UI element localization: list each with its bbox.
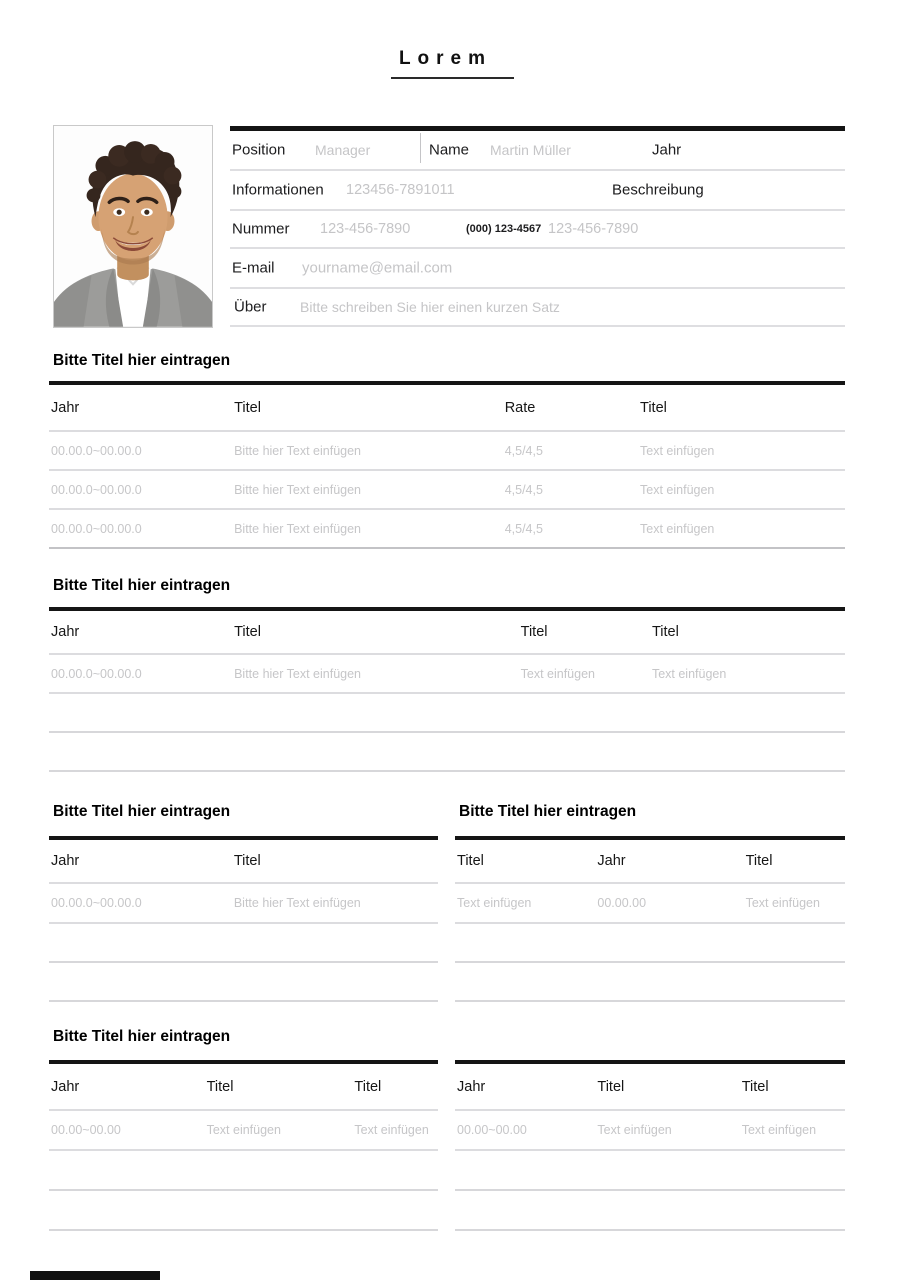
profile-info-form bbox=[230, 126, 845, 327]
name-label: Name bbox=[429, 141, 470, 159]
form-row-email bbox=[230, 249, 845, 289]
form-row-about bbox=[230, 289, 845, 327]
table-cell[interactable]: 4,5/4,5 bbox=[504, 482, 543, 497]
column-header: Titel bbox=[651, 624, 679, 640]
year-label: Jahr bbox=[652, 141, 682, 159]
table-header-row bbox=[49, 611, 845, 655]
table-row bbox=[49, 1111, 438, 1151]
table-header-row bbox=[455, 840, 845, 884]
table-cell[interactable]: Bitte hier Text einfügen bbox=[234, 482, 362, 497]
table-cell[interactable]: Text einfügen bbox=[651, 666, 727, 681]
page-title: Lorem bbox=[391, 48, 514, 79]
table-cell[interactable]: Bitte hier Text einfügen bbox=[234, 521, 362, 536]
form-row-position-name-year bbox=[230, 131, 845, 171]
column-header: Rate bbox=[504, 399, 536, 416]
table-cell[interactable]: 4,5/4,5 bbox=[504, 443, 543, 458]
email-label: E-mail bbox=[232, 259, 275, 277]
table-cell[interactable]: 00.00.0~00.00.0 bbox=[51, 666, 142, 681]
column-header: Titel bbox=[597, 1078, 625, 1095]
table-cell[interactable]: Text einfügen bbox=[741, 1123, 817, 1137]
table-row bbox=[49, 432, 845, 471]
title-area bbox=[0, 48, 905, 79]
table-cell[interactable]: Text einfügen bbox=[457, 896, 532, 910]
profile-photo bbox=[53, 125, 213, 328]
column-header: Titel bbox=[354, 1078, 382, 1095]
table-row bbox=[49, 510, 845, 549]
table-cell[interactable]: Text einfügen bbox=[520, 666, 595, 681]
table-cell[interactable]: 00.00~00.00 bbox=[51, 1123, 121, 1137]
section-5-table bbox=[49, 1060, 438, 1231]
empty-row[interactable] bbox=[49, 733, 845, 772]
table-header-row bbox=[49, 840, 438, 884]
column-header: Titel bbox=[745, 853, 773, 869]
table-cell[interactable]: 00.00.0~00.00.0 bbox=[51, 443, 142, 458]
section-6-table bbox=[455, 1060, 845, 1231]
empty-row[interactable] bbox=[49, 694, 845, 733]
table-row bbox=[455, 884, 845, 924]
table-row bbox=[455, 1111, 845, 1151]
column-header: Titel bbox=[520, 624, 548, 640]
table-header-row bbox=[49, 385, 845, 432]
section-1 bbox=[49, 352, 845, 549]
column-header: Jahr bbox=[597, 853, 626, 869]
section-1-title: Bitte Titel hier eintragen bbox=[53, 352, 231, 369]
information-label: Informationen bbox=[232, 181, 324, 199]
table-cell[interactable]: 00.00.0~00.00.0 bbox=[51, 896, 142, 910]
empty-row[interactable] bbox=[455, 924, 845, 963]
table-row bbox=[49, 655, 845, 694]
table-cell[interactable]: 00.00.0~00.00.0 bbox=[51, 482, 142, 497]
column-header: Jahr bbox=[51, 853, 80, 869]
table-row bbox=[49, 884, 438, 924]
number-format-hint: (000) 123-4567 bbox=[466, 223, 542, 235]
table-cell[interactable]: Text einfügen bbox=[640, 521, 715, 536]
empty-row[interactable] bbox=[455, 1151, 845, 1191]
section-4-title: Bitte Titel hier eintragen bbox=[459, 803, 637, 820]
column-header: Jahr bbox=[51, 1078, 80, 1095]
name-input[interactable]: Martin Müller bbox=[490, 142, 571, 158]
table-cell[interactable]: 00.00~00.00 bbox=[457, 1123, 527, 1137]
section-4-table bbox=[455, 836, 845, 1002]
table-cell[interactable]: Bitte hier Text einfügen bbox=[234, 443, 362, 458]
table-cell[interactable]: Text einfügen bbox=[640, 482, 715, 497]
section-2-title: Bitte Titel hier eintragen bbox=[53, 577, 231, 594]
information-input[interactable]: 123456-7891011 bbox=[346, 182, 455, 198]
column-header: Jahr bbox=[457, 1078, 486, 1095]
section-4 bbox=[455, 803, 845, 1002]
table-cell[interactable]: Text einfügen bbox=[206, 1123, 281, 1137]
column-header: Titel bbox=[457, 853, 484, 869]
column-header: Titel bbox=[234, 399, 261, 416]
number-input-2[interactable]: 123-456-7890 bbox=[548, 221, 639, 237]
section-3-title: Bitte Titel hier eintragen bbox=[53, 803, 231, 820]
footer-accent-bar bbox=[30, 1271, 160, 1280]
section-6 bbox=[455, 1060, 845, 1231]
table-cell[interactable]: Text einfügen bbox=[597, 1123, 672, 1137]
section-2 bbox=[49, 577, 845, 772]
table-row bbox=[49, 471, 845, 510]
vertical-divider bbox=[420, 133, 421, 163]
table-cell[interactable]: 4,5/4,5 bbox=[504, 521, 543, 536]
email-input[interactable]: yourname@email.com bbox=[302, 259, 453, 277]
about-label: Über bbox=[234, 298, 267, 316]
position-label: Position bbox=[232, 141, 286, 159]
position-input[interactable]: Manager bbox=[315, 142, 371, 158]
empty-row[interactable] bbox=[455, 1191, 845, 1231]
column-header: Titel bbox=[233, 853, 261, 869]
section-2-table bbox=[49, 607, 845, 772]
table-cell[interactable]: 00.00.00 bbox=[597, 896, 647, 910]
column-header: Jahr bbox=[51, 399, 80, 416]
profile-photo-illustration bbox=[54, 126, 212, 327]
empty-row[interactable] bbox=[455, 963, 845, 1002]
column-header: Titel bbox=[234, 624, 261, 640]
section-1-table bbox=[49, 381, 845, 549]
table-cell[interactable]: Text einfügen bbox=[745, 896, 820, 910]
section-5 bbox=[49, 1028, 438, 1231]
table-cell[interactable]: Bitte hier Text einfügen bbox=[234, 666, 362, 681]
form-row-number bbox=[230, 211, 845, 249]
empty-row[interactable] bbox=[49, 1151, 438, 1191]
description-label: Beschreibung bbox=[612, 181, 704, 199]
column-header: Jahr bbox=[51, 624, 80, 640]
column-header: Titel bbox=[741, 1078, 769, 1095]
column-header: Titel bbox=[206, 1078, 234, 1095]
section-3 bbox=[49, 803, 438, 1002]
table-cell[interactable]: Text einfügen bbox=[354, 1123, 429, 1137]
column-header: Titel bbox=[640, 399, 667, 416]
number-input-1[interactable]: 123-456-7890 bbox=[320, 221, 411, 237]
about-input[interactable]: Bitte schreiben Sie hier einen kurzen Satz bbox=[300, 299, 560, 315]
table-cell[interactable]: Bitte hier Text einfügen bbox=[233, 896, 361, 910]
table-header-row bbox=[455, 1064, 845, 1111]
section-5-title: Bitte Titel hier eintragen bbox=[53, 1028, 231, 1045]
table-header-row bbox=[49, 1064, 438, 1111]
section-3-table bbox=[49, 836, 438, 1002]
empty-row[interactable] bbox=[49, 924, 438, 963]
form-row-information bbox=[230, 171, 845, 211]
number-label: Nummer bbox=[232, 220, 290, 238]
table-cell[interactable]: 00.00.0~00.00.0 bbox=[51, 521, 142, 536]
empty-row[interactable] bbox=[49, 963, 438, 1002]
table-cell[interactable]: Text einfügen bbox=[640, 443, 715, 458]
empty-row[interactable] bbox=[49, 1191, 438, 1231]
